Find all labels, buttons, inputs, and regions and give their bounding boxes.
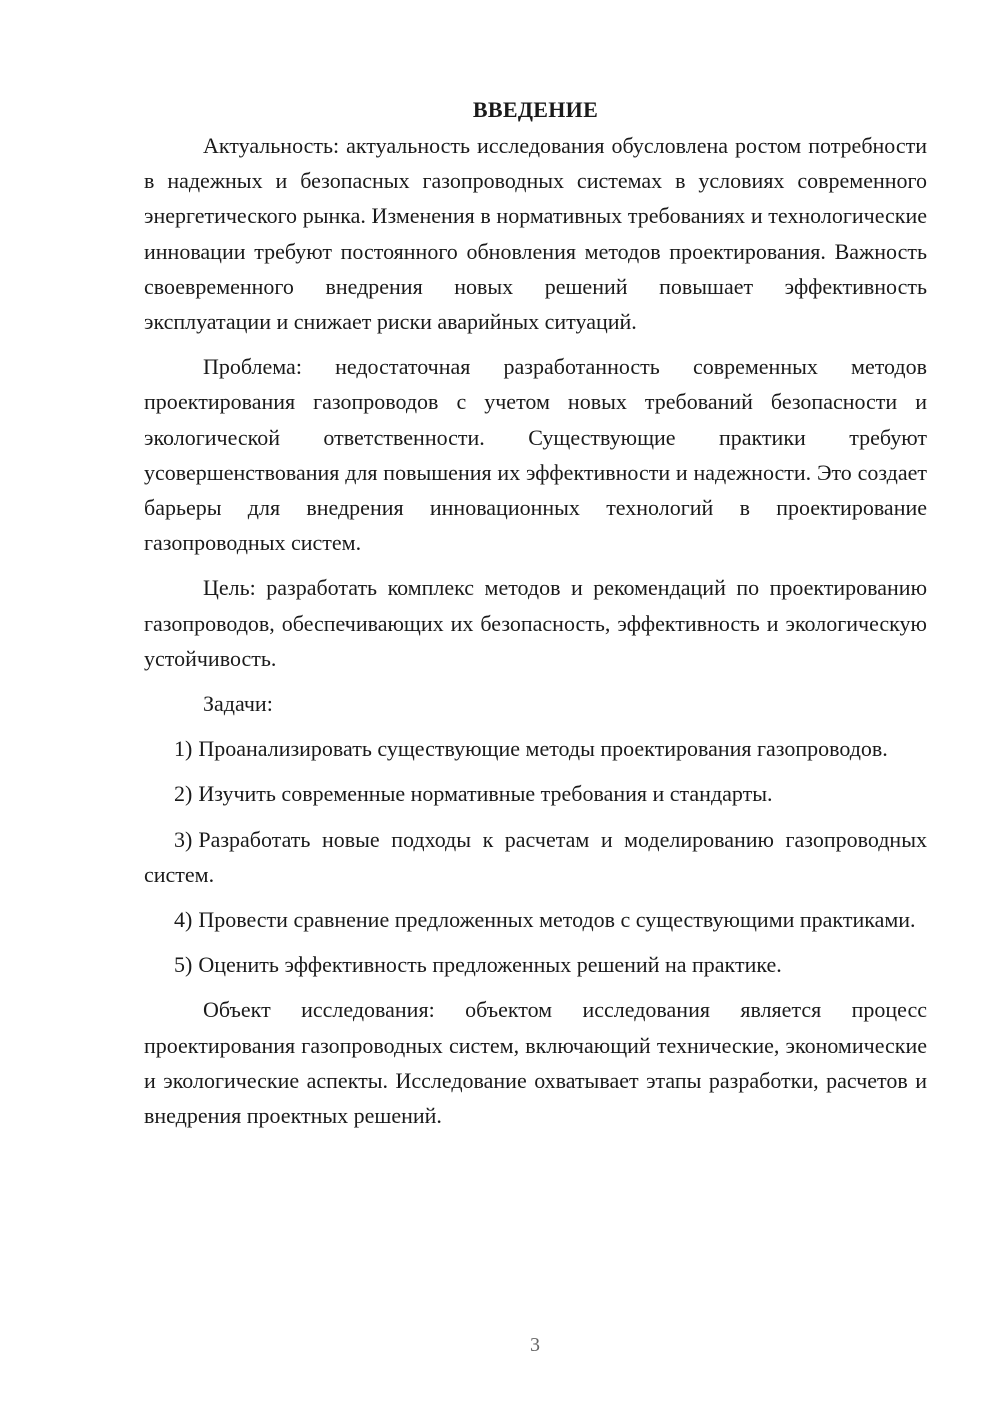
list-item-text: Изучить современные нормативные требования и стандарты. (198, 781, 773, 807)
paragraph-goal: Цель: разработать комплекс методов и рекомендаций по проектированию газопроводов, обеспечивающих их безопасность, эффективность и экологическую устойчивость. (144, 575, 927, 671)
paragraph-relevance: Актуальность: актуальность исследования обусловлена ростом потребности в надежных и безопасных газопроводных системах в условиях современного энергетического рынка. Изменения в нормативных требованиях и технологические инновации требуют постоянного обновления методов проектирования. Важность своевременного внедрения новых решений повышает эффективность эксплуатации и снижает риски аварийных ситуаций. (144, 133, 927, 335)
list-item-number: 5) (174, 952, 193, 978)
list-item (144, 731, 927, 766)
list-item-number: 2) (174, 781, 193, 807)
list-item-text: Разработать новые подходы к расчетам и моделированию газопроводных систем. (144, 826, 927, 887)
page-number: 3 (530, 1334, 540, 1356)
paragraph-object: Объект исследования: объектом исследования является процесс проектирования газопроводных систем, включающий технические, экономические и экологические аспекты. Исследование охватывает этапы разработки, расчетов и внедрения проектных решений. (144, 997, 927, 1129)
list-item-number: 3) (174, 826, 193, 852)
list-item (144, 947, 927, 982)
list-item-text: Оценить эффективность предложенных решений на практике. (198, 952, 782, 978)
list-item (144, 776, 927, 811)
list-item (144, 902, 927, 937)
document-page (144, 92, 927, 1133)
paragraph-problem: Проблема: недостаточная разработанность современных методов проектирования газопроводов с учетом новых требований безопасности и экологической ответственности. Существующие практики требуют усовершенствования для повышения их эффективности и надежности. Это создает барьеры для внедрения инновационных технологий в проектирование газопроводных систем. (144, 354, 927, 556)
list-item-number: 4) (174, 907, 193, 933)
tasks-heading: Задачи: (203, 691, 273, 717)
list-item-text: Проанализировать существующие методы проектирования газопроводов. (198, 736, 888, 762)
list-item (144, 822, 927, 892)
list-item-number: 1) (174, 736, 193, 762)
page-title: ВВЕДЕНИЕ (472, 97, 599, 122)
list-item-text: Провести сравнение предложенных методов с существующими практиками. (198, 907, 916, 933)
tasks-list (144, 731, 927, 982)
